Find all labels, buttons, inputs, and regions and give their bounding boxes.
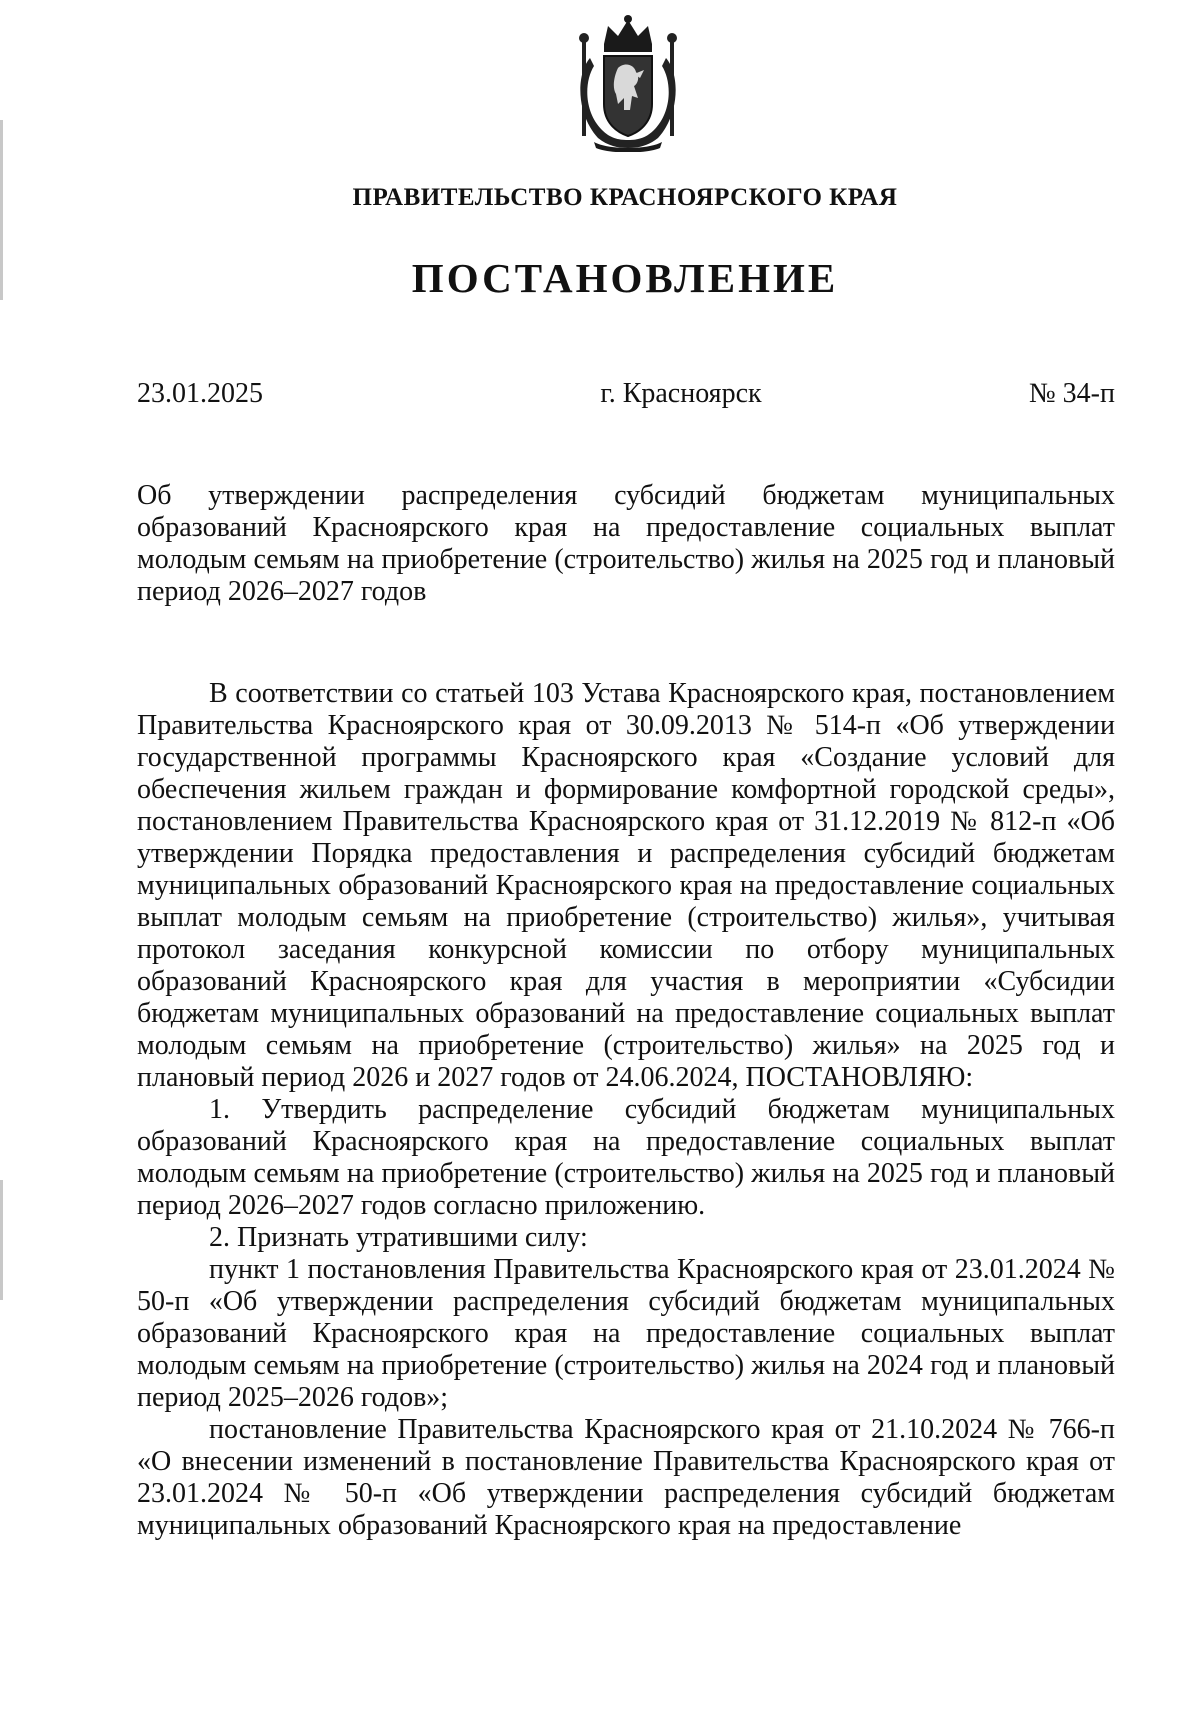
- item-2-subitem-2: постановление Правительства Красноярского края от 21.10.2024 № 766-п «О внесении изменений в постановление Правительства Красноярского края от 23.01.2024 № 50-п «Об утверждении распределения субсидий бюджетам муниципальных образований Красноярского края на предоставление: [137, 1414, 1115, 1541]
- document-city: г. Красноярск: [600, 378, 762, 409]
- preamble-paragraph: В соответствии со статьей 103 Устава Красноярского края, постановлением Правительства Красноярского края от 30.09.2013 № 514-п «Об утверждении государственной программы Красноярского края «Создание условий для обеспечения жильем граждан и формирование комфортной городской среды», постановлением Правительства Красноярского края от 31.12.2019 № 812-п «Об утверждении Порядка предоставления и распределения субсидий бюджетам муниципальных образований Красноярского края на предоставление социальных выплат молодым семьям на приобретение (строительство) жилья», учитывая протокол заседания конкурсной комиссии по отбору муниципальных образований Красноярского края для участия в мероприятии «Субсидии бюджетам муниципальных образований на предоставление социальных выплат молодым семьям на приобретение (строительство) жилья» на 2025 год и плановый период 2026 и 2027 годов от 24.06.2024, ПОСТАНОВЛЯЮ:: [137, 678, 1115, 1093]
- item-2-paragraph: 2. Признать утратившими силу:: [209, 1222, 588, 1253]
- document-date: 23.01.2025: [137, 378, 263, 409]
- document-number: № 34-п: [1028, 378, 1115, 409]
- item-2-subitem-1: пункт 1 постановления Правительства Красноярского края от 23.01.2024 № 50-п «Об утверждении распределения субсидий бюджетам муниципальных образований Красноярского края на предоставление социальных выплат молодым семьям на приобретение (строительство) жилья на 2024 год и плановый период 2025–2026 годов»;: [137, 1254, 1115, 1413]
- document-meta-row: [137, 378, 1115, 410]
- coat-of-arms-icon: [568, 14, 688, 152]
- item-1-paragraph: 1. Утвердить распределение субсидий бюджетам муниципальных образований Красноярского края на предоставление социальных выплат молодым семьям на приобретение (строительство) жилья на 2025 год и плановый период 2026–2027 годов согласно приложению.: [137, 1094, 1115, 1221]
- document-type-title: ПОСТАНОВЛЕНИЕ: [411, 255, 839, 301]
- scan-edge-mark: [0, 1180, 3, 1300]
- document-body: [137, 678, 1115, 1542]
- issuing-authority: ПРАВИТЕЛЬСТВО КРАСНОЯРСКОГО КРАЯ: [352, 184, 898, 211]
- document-subject: Об утверждении распределения субсидий бюджетам муниципальных образований Красноярского края на предоставление социальных выплат молодым семьям на приобретение (строительство) жилья на 2025 год и плановый период 2026–2027 годов: [137, 480, 1115, 607]
